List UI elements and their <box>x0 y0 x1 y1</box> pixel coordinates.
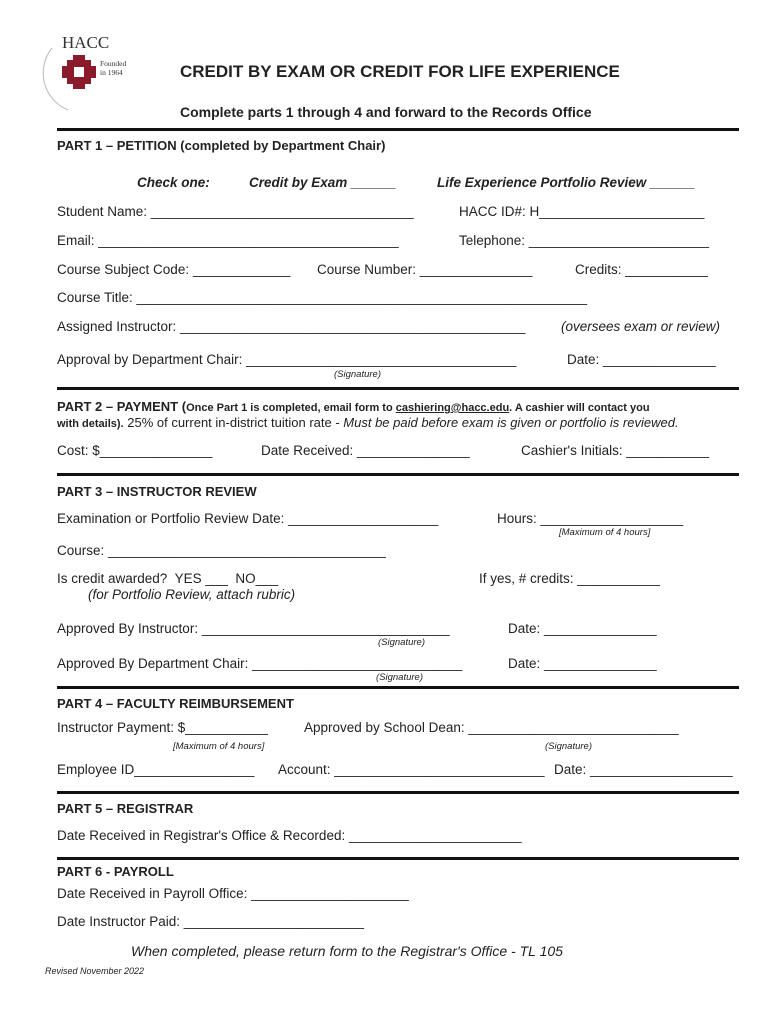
department-chair-approval-field[interactable]: Approval by Department Chair: ____________________________________ <box>57 352 517 367</box>
signature-caption-instructor: (Signature) <box>378 637 425 648</box>
approved-by-instructor-field[interactable]: Approved By Instructor: _________________________________ <box>57 621 450 636</box>
rule-part3 <box>57 686 739 689</box>
account-field[interactable]: Account: ____________________________ <box>278 762 545 777</box>
max-hours-caption-part4: [Maximum of 4 hours] <box>173 741 265 752</box>
credits-awarded-count-field[interactable]: If yes, # credits: ___________ <box>479 571 660 586</box>
signature-caption: (Signature) <box>334 369 381 380</box>
logo-founded-year: in 1964 <box>100 68 123 77</box>
registrar-date-received-field[interactable]: Date Received in Registrar's Office & Recorded: _______________________ <box>57 828 522 843</box>
logo-founded: Founded <box>100 59 127 68</box>
form-title: CREDIT BY EXAM OR CREDIT FOR LIFE EXPERIENCE <box>180 62 620 81</box>
rule-part4 <box>57 791 739 794</box>
credit-by-exam-option[interactable]: Credit by Exam ______ <box>249 175 397 190</box>
telephone-field[interactable]: Telephone: ________________________ <box>459 233 710 248</box>
hacc-logo <box>38 30 138 116</box>
cashier-initials-field[interactable]: Cashier's Initials: ___________ <box>521 443 709 458</box>
signature-caption-chair: (Signature) <box>376 672 423 683</box>
rule-part5 <box>57 857 739 860</box>
signature-caption-dean: (Signature) <box>545 741 592 752</box>
part3-date-instructor-field[interactable]: Date: _______________ <box>508 621 657 636</box>
rule-part1 <box>57 387 739 390</box>
payment-requirement-note: Must be paid before exam is given or portfolio is reviewed. <box>343 415 679 430</box>
email-field[interactable]: Email: ________________________________________ <box>57 233 399 248</box>
part2-heading <box>57 399 650 414</box>
payroll-date-received-field[interactable]: Date Received in Payroll Office: _____________________ <box>57 886 409 901</box>
revision-date: Revised November 2022 <box>45 966 145 976</box>
course-number-field[interactable]: Course Number: _______________ <box>317 262 533 277</box>
form-subtitle: Complete parts 1 through 4 and forward to the Records Office <box>180 104 592 120</box>
part2-rate-line <box>57 415 679 430</box>
credit-awarded-field[interactable]: Is credit awarded? YES ___ NO___ <box>57 571 279 586</box>
part3-course-field[interactable]: Course: _____________________________________ <box>57 543 386 558</box>
part4-date-field[interactable]: Date: ___________________ <box>554 762 733 777</box>
part4-heading: PART 4 – FACULTY REIMBURSEMENT <box>57 696 294 711</box>
exam-review-date-field[interactable]: Examination or Portfolio Review Date: ____________________ <box>57 511 439 526</box>
part6-heading: PART 6 - PAYROLL <box>57 864 174 879</box>
part2-instruction: Once Part 1 is completed, email form to <box>186 402 396 414</box>
school-dean-approval-field[interactable]: Approved by School Dean: ____________________________ <box>304 720 679 735</box>
student-name-field[interactable]: Student Name: ___________________________________ <box>57 204 414 219</box>
instructor-paid-date-field[interactable]: Date Instructor Paid: ________________________ <box>57 914 364 929</box>
assigned-instructor-field[interactable]: Assigned Instructor: ______________________________________________ <box>57 319 526 334</box>
part1-date-field[interactable]: Date: _______________ <box>567 352 716 367</box>
part3-heading: PART 3 – INSTRUCTOR REVIEW <box>57 484 257 499</box>
with-details-label: with details). <box>57 418 124 430</box>
hacc-id-field[interactable]: HACC ID#: H______________________ <box>459 204 705 219</box>
course-title-field[interactable]: Course Title: ____________________________________________________________ <box>57 290 588 305</box>
cost-field[interactable]: Cost: $_______________ <box>57 443 213 458</box>
logo-wordmark: HACC <box>62 33 110 52</box>
course-subject-code-field[interactable]: Course Subject Code: _____________ <box>57 262 291 277</box>
instructor-payment-field[interactable]: Instructor Payment: $___________ <box>57 720 268 735</box>
life-experience-option[interactable]: Life Experience Portfolio Review ______ <box>437 175 696 190</box>
credits-field[interactable]: Credits: ___________ <box>575 262 708 277</box>
oversees-note: (oversees exam or review) <box>561 319 721 334</box>
tuition-rate-text: 25% of current in-district tuition rate - <box>123 415 344 430</box>
approved-by-chair-field[interactable]: Approved By Department Chair: ____________________________ <box>57 656 463 671</box>
hours-field[interactable]: Hours: ___________________ <box>497 511 684 526</box>
portfolio-rubric-note: (for Portfolio Review, attach rubric) <box>88 587 296 602</box>
part2-instruction-cont: . A cashier will contact you <box>509 402 650 414</box>
part1-heading: PART 1 – PETITION (completed by Department Chair) <box>57 138 386 153</box>
max-hours-caption: [Maximum of 4 hours] <box>559 527 651 538</box>
rule-part2 <box>57 473 739 476</box>
date-received-field[interactable]: Date Received: _______________ <box>261 443 470 458</box>
check-one-label: Check one: <box>137 175 210 190</box>
rule-top <box>57 128 739 131</box>
return-instructions: When completed, please return form to the Registrar's Office - TL 105 <box>131 943 563 959</box>
part5-heading: PART 5 – REGISTRAR <box>57 801 194 816</box>
employee-id-field[interactable]: Employee ID________________ <box>57 762 255 777</box>
part2-heading-bold: PART 2 – PAYMENT ( <box>57 399 187 414</box>
part3-date-chair-field[interactable]: Date: _______________ <box>508 656 657 671</box>
cashiering-email-link[interactable]: cashiering@hacc.edu <box>395 402 510 414</box>
